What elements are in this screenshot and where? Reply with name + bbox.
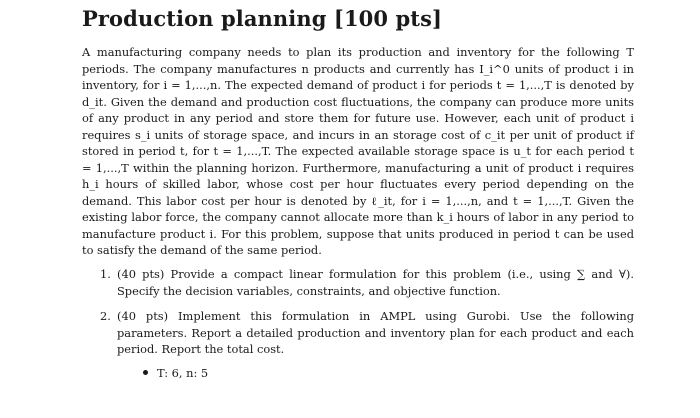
parameter-bullet [143,365,208,382]
bullet-dot-icon [143,370,148,375]
problem-description: A manufacturing company needs to plan its production and inventory for the following T periods. The company manufactures n products and currently has I_i^0 units of product i in inventory, for i = 1,...,n. The expected demand of product i for periods t = 1,...,T is denoted by d_it. Given the demand and production cost fluctuations, the company can produce more units of any product in any period and store them for future use. However, each unit of product i requires s_i units of storage space, and incurs in an storage cost of c_it per unit of product if stored in period t, for t = 1,...,T. The expected available storage space is u_t for each period t = 1,...,T within the planning horizon. Furthermore, manufacturing a unit of product i requires h_i hours of skilled labor, whose cost per hour fluctuates every period depending on the demand. This labor cost per hour is denoted by ℓ_it, for i = 1,...,n, and t = 1,...,T. Given the existing labor force, the company cannot allocate more than k_i hours of labor in any period to manufacture product i. For this problem, suppose that units produced in period t can be used to satisfy the demand of the same period. [82,45,634,257]
question-text-1: (40 pts) Provide a compact linear formulation for this problem (i.e., using ∑ and ∀). Specify the decision variables, constraints, and objective function. [117,267,634,298]
question-number-2: 2. [100,309,111,323]
question-text-2: (40 pts) Implement this formulation in AMPL using Gurobi. Use the following parameters. Report a detailed production and inventory plan for each product and each period. Report the total cost. [117,309,634,356]
question-item-2 [100,308,634,358]
page-title: Production planning [100 pts] [82,6,443,31]
question-item-1 [100,266,634,299]
question-number-1: 1. [100,267,111,281]
parameter-text: T: 6, n: 5 [157,366,209,380]
